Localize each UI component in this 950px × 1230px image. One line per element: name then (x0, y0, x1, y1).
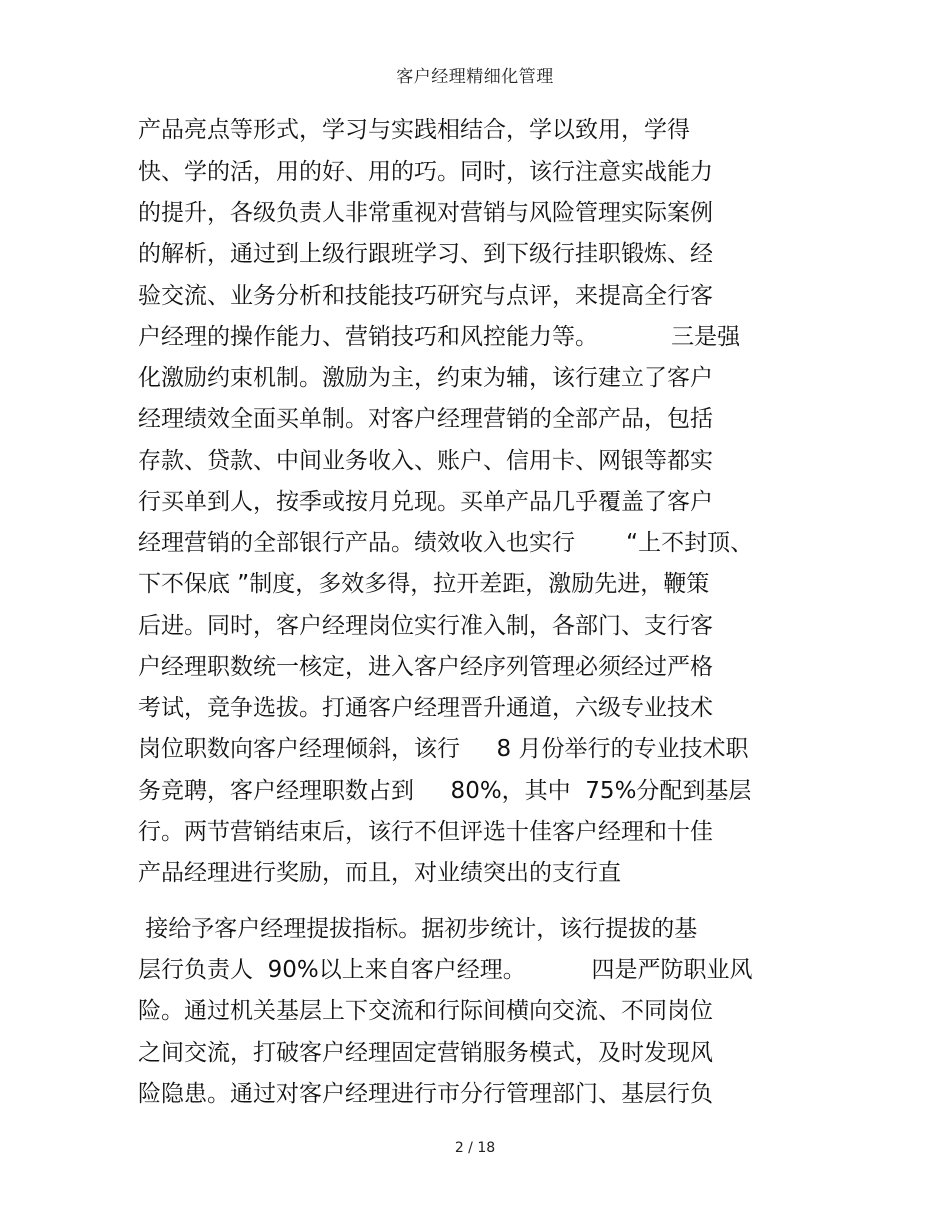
text-line: 层行负责人 90%以上来自客户经理。 四是严防职业风 (138, 957, 753, 983)
text-line: 行买单到人，按季或按月兑现。买单产品几乎覆盖了客户 (138, 489, 713, 515)
text-line: 快、学的活，用的好、用的巧。同时，该行注意实战能力 (138, 159, 713, 185)
text-line: 岗位职数向客户经理倾斜，该行 8 月份举行的专业技术职 (138, 736, 749, 762)
text-line: 产品经理进行奖励，而且，对业绩突出的支行直 (138, 860, 621, 886)
text-line: 之间交流，打破客户经理固定营销服务模式，及时发现风 (138, 1040, 713, 1066)
text-line: 验交流、业务分析和技能技巧研究与点评，来提高全行客 (138, 283, 713, 309)
text-line: 的提升，各级负责人非常重视对营销与风险管理实际案例 (138, 200, 713, 226)
text-line: 经理营销的全部银行产品。绩效收入也实行 “上不封顶、 (138, 530, 754, 556)
text-line: 行。两节营销结束后，该行不但评选十佳客户经理和十佳 (138, 819, 713, 845)
text-line: 的解析，通过到上级行跟班学习、到下级行挂职锻炼、经 (138, 241, 713, 267)
text-line: 存款、贷款、中间业务收入、账户、信用卡、网银等都实 (138, 448, 713, 474)
text-line: 险隐患。通过对客户经理进行市分行管理部门、基层行负 (138, 1081, 713, 1107)
text-line: 考试，竞争选拔。打通客户经理晋升通道，六级专业技术 (138, 695, 713, 721)
text-line: 后进。同时，客户经理岗位实行准入制，各部门、支行客 (138, 613, 713, 639)
text-line: 务竞聘，客户经理职数占到 80%，其中 75%分配到基层 (138, 778, 752, 804)
text-line: 户经理的操作能力、营销技巧和风控能力等。 三是强 (138, 324, 741, 350)
page-number: 2 / 18 (454, 1140, 496, 1156)
page-header: 客户经理精细化管理 (396, 67, 554, 87)
text-line: 险。通过机关基层上下交流和行际间横向交流、不同岗位 (138, 998, 713, 1024)
text-line: 产品亮点等形式，学习与实践相结合，学以致用，学得 (138, 117, 690, 143)
text-line: 经理绩效全面买单制。对客户经理营销的全部产品，包括 (138, 406, 713, 432)
text-line: 接给予客户经理提拔指标。据初步统计，该行提拔的基 (138, 916, 698, 942)
text-line: 下不保底 ”制度，多效多得，拉开差距，激励先进，鞭策 (138, 571, 710, 597)
text-line: 化激励约束机制。激励为主，约束为辅，该行建立了客户 (138, 365, 713, 391)
text-line: 户经理职数统一核定，进入客户经序列管理必须经过严格 (138, 654, 713, 680)
